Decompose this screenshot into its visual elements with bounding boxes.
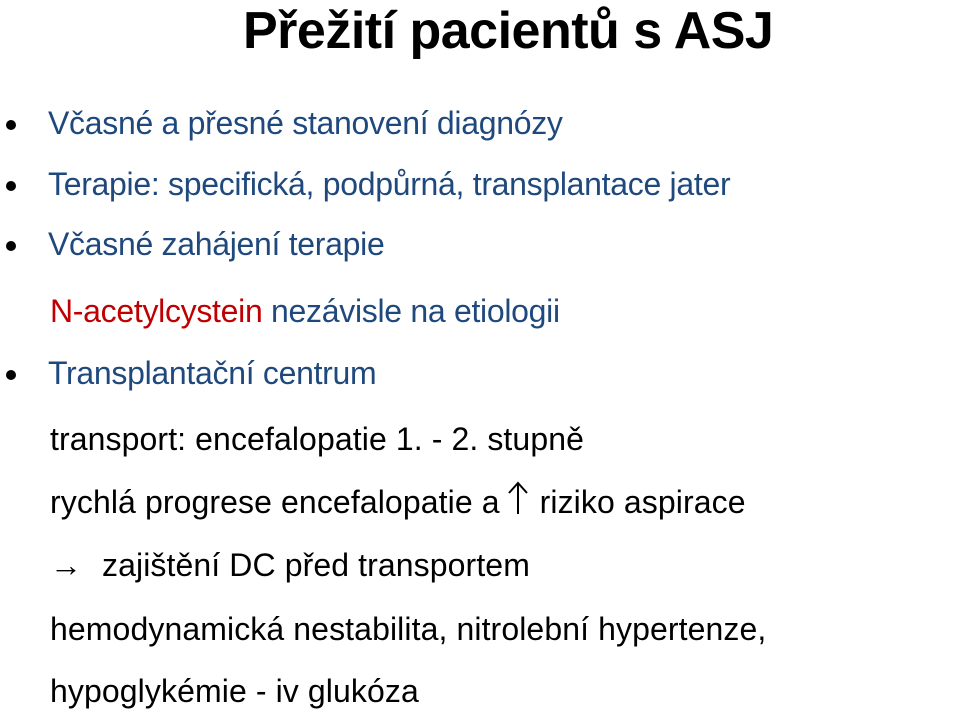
- nac-line: [50, 291, 560, 331]
- hemodynamic-line: hemodynamická nestabilita, nitrolební hypertenze,: [50, 611, 767, 647]
- bullet-transplant-center: Transplantační centrum: [48, 355, 377, 391]
- nac-rest: nezávisle na etiologii: [262, 293, 560, 329]
- bullet-diagnosis: Včasné a přesné stanovení diagnózy: [48, 105, 563, 141]
- bullet-dot-icon: [6, 241, 16, 251]
- bullet-dot-icon: [6, 370, 16, 380]
- airway-text: zajištění DC před transportem: [102, 547, 530, 583]
- hypoglycemia-line: hypoglykémie - iv glukóza: [50, 673, 419, 709]
- bullet-early-therapy: Včasné zahájení terapie: [48, 226, 385, 262]
- nac-highlight: N-acetylcystein: [50, 293, 263, 329]
- up-arrow-icon: [506, 481, 530, 515]
- progress-line: [50, 481, 746, 522]
- bullet-therapy: Terapie: specifická, podpůrná, transplantace jater: [48, 166, 731, 202]
- slide-title: Přežití pacientů s ASJ: [243, 2, 774, 60]
- right-arrow-icon: →: [50, 547, 83, 583]
- transport-line: transport: encefalopatie 1. - 2. stupně: [50, 421, 585, 457]
- bullet-dot-icon: [6, 181, 16, 191]
- bullet-dot-icon: [6, 120, 16, 130]
- airway-line: [50, 545, 530, 585]
- progress-before: rychlá progrese encefalopatie a: [50, 484, 500, 520]
- progress-after: riziko aspirace: [539, 484, 746, 520]
